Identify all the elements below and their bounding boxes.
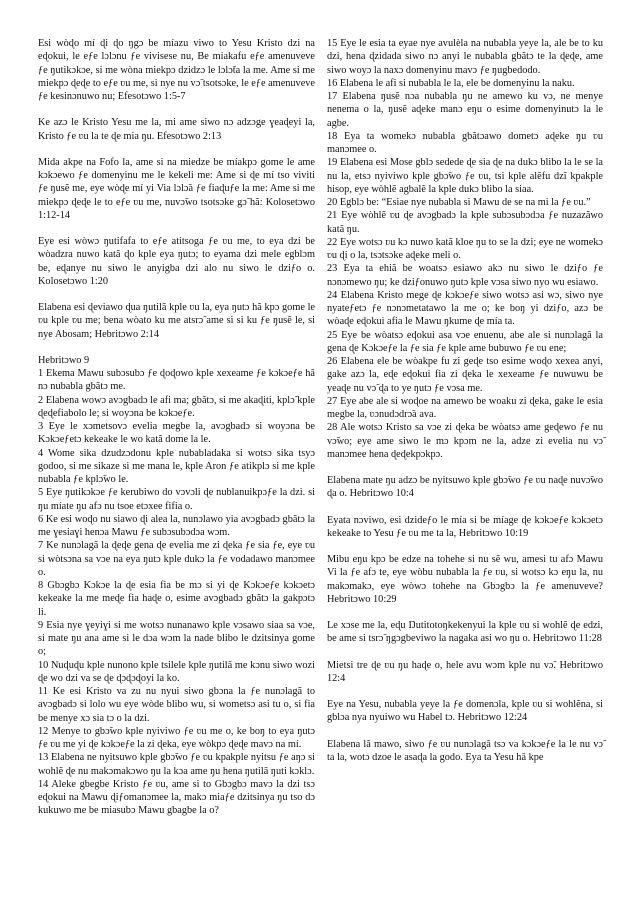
- verse-line: 14 Aleke gbegbe Kristo ƒe ʋu, ame si to Gbɔgbɔ mavɔ la dzi tsɔ eɖokui na Mawu ɖiƒomanɔmee la, makɔ miaƒe dzitsinya ŋu tso dɔ kukuwo me be miasubɔ Mawu gbagbe la o?: [38, 778, 315, 817]
- right-column: [327, 37, 603, 777]
- chapter-heading: Hebritɔwo 9: [38, 354, 90, 366]
- verse-line: 13 Elabena ne nyitsuwo kple gbɔ̃wo ƒe ʋu kpakple nyitsu ƒe aŋɔ si wohlẽ ɖe nu makɔmakɔwo ŋu la kɔa ame ŋu hena ŋutilã ŋuti kɔklɔ.: [38, 752, 315, 777]
- verse-line: 7 Ke nunɔlagã la ɖeɖe gena ɖe evelia me zi ɖeka ƒe sia ƒe, eye ʋu si wòtsɔna sa vɔe na eya ŋutɔ kple dukɔ la ƒe vodadawo manɔmee o.: [38, 540, 315, 578]
- verse-line: 5 Eye ŋutikɔkɔe ƒe kerubiwo do vɔvɔli ɖe nublanuikpɔƒe la dzi. si ŋu míate ŋu afɔ nu tsoe etɔxee fifia o.: [38, 487, 315, 512]
- verse-line: 24 Elabena Kristo mege ɖe kɔkɔeƒe siwo wotsɔ asi wɔ, siwo nye nyateƒetɔ ƒe nɔnɔmetatawo la me o; ke boŋ yi dziƒo, azɔ be wòaɖe eɖokui afia le Mawu ŋkume ɖe mía ta.: [327, 289, 603, 328]
- verse-block: [327, 37, 603, 461]
- verse-line: 23 Eya ta ehiã be woatsɔ esiawo akɔ nu siwo le dziƒo ƒe nɔnɔmewo ŋu; ke dziƒonuwo ŋutɔ kple vɔsa siwo nyo wu esiawo.: [327, 263, 603, 288]
- paragraph: Ke azɔ le Kristo Yesu me la, mi ame siwo nɔ adzɔge ɣeaɖeyi la, Kristo ƒe ʋu la te ɖe mia ŋu. Efesotɔwo 2:13: [38, 117, 315, 142]
- verse-line: 6 Ke esi woɖo nu siawo ɖi alea la, nunɔlawo yia avɔgbadɔ gbãtɔ la me ɣesiaɣi henɔa Mawu ƒe subɔsubɔdɔa wɔm.: [38, 513, 315, 538]
- verse-line: 28 Ale wotsɔ Kristo sa vɔe zi ɖeka be wòatsɔ ame geɖewo ƒe nu vɔ̃wo; eye ame siwo le mɔ kpɔm ne la, adze zi evelia nu vɔ̃ manɔmee hena ɖeɖekpɔkpɔ.: [327, 422, 603, 460]
- verse-line: 19 Elabena esi Mose gblɔ sedede ɖe sia ɖe na dukɔ blibo la le se la nu la, etsɔ nyiviwo kple gbɔ̃wo ƒe ʋu, tsi kple alẽfu dzĩ kpakple hisop, eye wòhlẽ agbalẽ la kple dukɔ blibo la siaa.: [327, 157, 603, 195]
- verse-line: 15 Eye le esia ta eyae nye avulèla na nubabla yeye la, ale be to ku dzi, hena ɖzidada siwo nɔ anyi le nubabla gbãtɔ te la ɖeɖe, ame siwo woyɔ la naxɔ domenyinu mavɔ ƒe ŋugbedodo.: [327, 38, 603, 76]
- paragraph: Eye esi wòwɔ ŋutifafa to eƒe atitsoga ƒe ʋu me, to eya dzi be wòadzra nuwo katã ɖo kple eya ŋutɔ; to eyama dzi mele egblɔm be, eɖanye nu siwo le anyigba dzi alo nu siwo le dziƒo o. Kolosetɔwo 1:20: [38, 236, 315, 287]
- verse-line: 18 Eya ta womekɔ nubabla gbãtɔawo dometɔ aɖeke ŋu ʋu manɔmee o.: [327, 130, 603, 155]
- paragraph: Mietsi tre ɖe ʋu ŋu haɖe o, hele avu wɔm kple nu vɔ̃. Hebritɔwo 12:4: [327, 659, 603, 684]
- paragraph: Eyata nɔviwo, esi dzideƒo le mía si be míage ɖe kɔkɔeƒe kɔkɔetɔ kekeake to Yesu ƒe ʋu me ta la, Hebritɔwo 10:19: [327, 514, 603, 539]
- verse-line: 9 Esia nye ɣeyiɣi si me wotsɔ nunanawo kple vɔsawo siaa sa vɔe, si mate ŋu ana ame si le dɔa wɔm la nade blibo le dzitsinya gome o;: [38, 619, 315, 658]
- paragraph: Elabena lã mawo, siwo ƒe ʋu nunɔlagã tsɔ va kɔkɔeƒe la le nu vɔ̃ ta la, wotɔ dzoe le asaɖa la godo. Eya ta Yesu hã kpe: [327, 738, 603, 763]
- paragraph: Mibu eŋu kpɔ be edze na tohehe si nu sẽ wu, amesi tu afɔ Mawu Vi la ƒe afɔ te, eye wòbu nubabla la ƒe ʋu, si wotsɔ kɔ eŋu la, nu makɔmakɔ, eye wòwɔ tohehe na Gbɔgbɔ la ƒe amenuveve? Hebritɔwo 10:29: [327, 554, 603, 605]
- paragraph: Mida akpe na Fofo la, ame si na miedze be míakpɔ gome le ame kɔkɔewo ƒe domenyinu me le kekeli me: Ame si ɖe mí tso viviti ƒe ŋusẽ me, eye wòɖe mí yi Via lɔlɔ̃a ƒe fiaɖuƒe la me: Ame si me miekpɔ ɖeɖe le to eƒe ʋu me, nuvɔ̃wo tsotsɔke gɔ̃ hã: Kolosetɔwo 1:12-14: [38, 156, 315, 221]
- verse-line: 4 Wome sika dzudzɔdonu kple nubabladaka si wotsɔ sika tsyɔ godoo, si me sikaze si me mana le, kple Aron ƒe atikplɔ si me kple nubabla ƒe kplɔ̃wo le.: [38, 447, 315, 485]
- verse-line: 11 Ke esi Kristo va zu nu nyui siwo gbɔna la ƒe nunɔlagã to avɔgbadɔ si lolo wu eye wòde blibo wu, si wometsɔ asi tu o, si fia be menye xɔ sia tɔ o la dzi.: [38, 686, 315, 724]
- verse-line: 25 Eye be wòatsɔ eɖokui asa vɔe enuenu, abe ale si nunɔlagã la gena ɖe Kɔkɔeƒe la ƒe sia ƒe kple ame bubuwo ƒe ʋu ene;: [327, 329, 603, 354]
- verse-line: 3 Eye le xɔmetsovɔ evelia megbe la, avɔgbadɔ si woyɔna be Kɔkɔeƒetɔ kekeake le wo katã dome la le.: [38, 421, 315, 446]
- verse-line: 17 Elabena ŋusẽ nɔa nubabla ŋu ne amewo ku vɔ, ne menye nenema o la, ŋusẽ aɖeke manɔ eŋu o esime domenyinutɔ la le agbe.: [327, 91, 603, 129]
- paragraph: Esi wòɖo mí ɖi ɖo ŋgɔ be míazu viwo to Yesu Kristo dzi na eɖokui, le eƒe lɔlɔnu ƒe vivisese nu, Be miakafu eƒe amenuveve ƒe ŋutikɔkɔe, si me wòna miekpɔ dzidzɔ le lɔlɔ̃ta la me. Ame si me miekpɔ ɖeɖe to eƒe ʋu me, si nye nu vɔ̃ tsotsɔke, le eƒe amenuveve ƒe kesinɔnuwo nu; Efesotɔwo 1:5-7: [38, 38, 315, 102]
- verse-line: 21 Eye wòhlẽ ʋu ɖe avɔgbadɔ la kple subɔsubɔdɔa ƒe nuzazãwo katã ŋu.: [327, 210, 603, 235]
- paragraph: Le xɔse me la, eɖu Ŋutitotoŋkekenyui la kple ʋu si wohlẽ ɖe edzi, be ame si tsrɔ̃ ŋgɔgbeviwo la nagaka asi wo ŋu o. Hebritɔwo 11:28: [327, 620, 603, 645]
- paragraph: Elabena mate ŋu adzɔ be nyitsuwo kple gbɔ̃wo ƒe ʋu naɖe nuvɔ̃wo ɖa o. Hebritɔwo 10:4: [327, 475, 603, 500]
- left-column: [38, 37, 315, 831]
- verse-line: 2 Elabena wowɔ avɔgbadɔ le afi ma; gbãtɔ, si me akaɖiti, kplɔ̃ kple ɖeɖefiabolo le; si woyɔna be kɔkɔeƒe.: [38, 394, 315, 419]
- verse-line: 27 Eye abe ale si woɖoe na amewo be woaku zi ɖeka, gake le esia megbe la, ʋɔnudɔdrɔ̃a ava.: [327, 395, 603, 420]
- verse-line: 1 Ekema Mawu subɔsubɔ ƒe ɖoɖowo kple xexeame ƒe kɔkɔeƒe hã nɔ nubabla gbãtɔ me.: [38, 368, 315, 393]
- verse-line: 12 Menye to gbɔ̃wo kple nyiviwo ƒe ʋu me o, ke boŋ to eya ŋutɔ ƒe ʋu me yi ɖe kɔkɔeƒe la zi ɖeka, eye wòkpɔ ɖeɖe mavɔ na mí.: [38, 725, 315, 750]
- verse-line: 8 Gbɔgbɔ Kɔkɔe la ɖe esia fia be mɔ si yi ɖe Kɔkɔeƒe kɔkɔetɔ kekeake la me meɖe fia haɖe o, esime avɔgbadɔ gbãtɔ la gakpɔtɔ li.: [38, 580, 315, 618]
- paragraph: Elabena esi ɖeviawo ɖua ŋutilã kple ʋu la, eya ŋutɔ hã kpɔ gome le ʋu kple ʋu me; bena wòato ku me atsrɔ̃ ame si si ku ƒe ŋusẽ le, si nye Abosam; Hebritɔwo 2:14: [38, 302, 315, 340]
- paragraph: Eye na Yesu, nubabla yeye la ƒe domenɔla, kple ʋu si wohlẽna, si gblɔa nya nyuiwo wu Habel tɔ. Hebritɔwo 12:24: [327, 699, 603, 724]
- verse-line: 22 Eye wotsɔ ʋu kɔ nuwo katã kloe ŋu to se la dzi; eye ne womekɔ ʋu ɖi o la, tsɔtsɔke aɖeke meli o.: [327, 236, 603, 261]
- verse-line: 20 Egblɔ be: “Esiae nye nubabla si Mawu de se na mi la ƒe ʋu.”: [327, 197, 591, 208]
- verse-line: 16 Elabena le afi si nubabla le la, ele be domenyinu la naku.: [327, 77, 575, 89]
- verse-line: 26 Elabena ele be wòakpe fu zi geɖe tso esime woɖo xexea anyi, gake azɔ la, eɖe eɖokui fia zi ɖeka le xexeame ƒe nuwuwu be yeaɖe nu vɔ̃ ɖa to ye ŋutɔ ƒe vɔsa me.: [327, 356, 603, 394]
- verse-block: [38, 354, 315, 818]
- verse-line: 10 Nuɖuɖu kple nunono kple tsilele kple ŋutilã me kɔnu siwo wozi ɖe wo dzi va se ɖe ɖɔɖɔɖoyi la ko.: [38, 659, 315, 684]
